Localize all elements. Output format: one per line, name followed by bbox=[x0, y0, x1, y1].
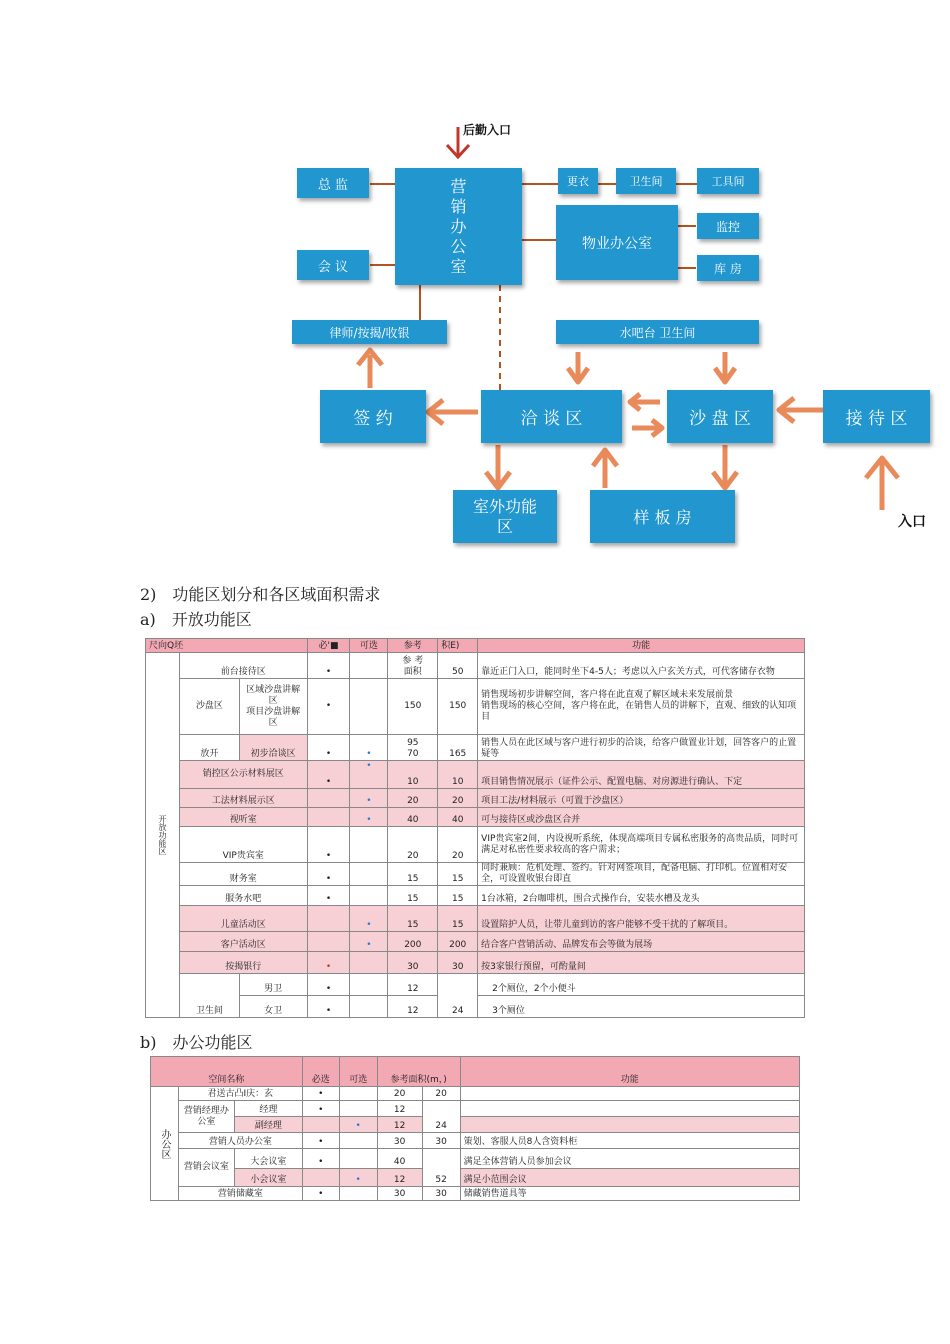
header-function: 功能 bbox=[478, 639, 805, 653]
reference-area: 15 bbox=[388, 863, 438, 886]
negotiation-area-box: 洽 谈 区 bbox=[481, 390, 622, 443]
function-desc: 3个厕位 bbox=[478, 996, 805, 1018]
row-name: 营销人员办公室 bbox=[178, 1133, 302, 1149]
optional-mark bbox=[350, 886, 388, 906]
row-name: 销控区公示材料展区 bbox=[179, 761, 307, 789]
table-row bbox=[146, 808, 805, 827]
reference-area: 15 bbox=[388, 886, 438, 906]
director-office-box: 总 监 bbox=[297, 168, 369, 198]
row-name: 营销储藏室 bbox=[178, 1187, 302, 1201]
row-name: 财务室 bbox=[179, 863, 307, 886]
optional-mark: • bbox=[350, 906, 388, 932]
optional-mark bbox=[350, 974, 388, 996]
reference-area: 12 bbox=[377, 1101, 422, 1117]
total-area: 20 bbox=[438, 827, 478, 863]
required-mark: • bbox=[307, 863, 350, 886]
required-mark: • bbox=[307, 735, 350, 761]
reference-area: 200 bbox=[388, 932, 438, 952]
row-name: 视听室 bbox=[179, 808, 307, 827]
table-row bbox=[151, 1087, 800, 1101]
optional-mark: • bbox=[350, 735, 388, 761]
required-mark bbox=[302, 1169, 339, 1187]
optional-mark: • bbox=[350, 789, 388, 808]
reference-area: 20 bbox=[377, 1087, 422, 1101]
row-name: 工法材料展示区 bbox=[179, 789, 307, 808]
total-area: 15 bbox=[438, 906, 478, 932]
row-sub: 区域沙盘讲解区 项目沙盘讲解区 bbox=[239, 679, 307, 735]
total-area: 15 bbox=[438, 863, 478, 886]
optional-mark bbox=[350, 952, 388, 974]
optional-mark bbox=[339, 1087, 377, 1101]
required-mark bbox=[302, 1117, 339, 1133]
changing-room-box: 更衣 bbox=[558, 168, 598, 194]
open-function-area-table bbox=[145, 638, 805, 1018]
reference-area: 30 bbox=[377, 1133, 422, 1149]
optional-mark: • bbox=[350, 808, 388, 827]
optional-mark: • bbox=[350, 932, 388, 952]
total-area: 52 bbox=[422, 1149, 460, 1187]
function-flow-diagram bbox=[0, 0, 950, 560]
row-name: 服务水吧 bbox=[179, 886, 307, 906]
required-mark: • bbox=[302, 1187, 339, 1201]
required-mark: • bbox=[302, 1087, 339, 1101]
function-desc: VIP贵宾室2间，内设视听系统，体现高端项目专属私密服务的高贵品质，同时可满足对私密性要求较高的客户需求； bbox=[478, 827, 805, 863]
header-function: 功能 bbox=[460, 1057, 799, 1087]
optional-mark bbox=[339, 1133, 377, 1149]
total-area: 10 bbox=[438, 761, 478, 789]
table-row bbox=[146, 653, 805, 679]
required-mark: • bbox=[307, 761, 350, 789]
table-row bbox=[146, 761, 805, 789]
side-label-office-area: 办公区 bbox=[151, 1087, 179, 1201]
total-area: 30 bbox=[422, 1187, 460, 1201]
outdoor-area-box: 室外功能区 bbox=[453, 490, 557, 543]
function-desc: 1台冰箱，2台咖啡机，围合式操作台，安装水槽及龙头 bbox=[478, 886, 805, 906]
optional-mark bbox=[339, 1149, 377, 1169]
required-mark: • bbox=[302, 1101, 339, 1117]
function-desc bbox=[460, 1101, 799, 1117]
required-mark: • bbox=[302, 1133, 339, 1149]
function-desc bbox=[460, 1087, 799, 1101]
row-group: 卫生间 bbox=[179, 974, 239, 1018]
monitor-room-box: 监控 bbox=[697, 213, 759, 239]
row-sub: 经理 bbox=[234, 1101, 302, 1117]
row-name: 按揭银行 bbox=[179, 952, 307, 974]
total-area: 50 bbox=[438, 653, 478, 679]
function-desc: 储藏销售道具等 bbox=[460, 1187, 799, 1201]
optional-mark bbox=[350, 996, 388, 1018]
reference-area: 12 bbox=[377, 1117, 422, 1133]
function-desc: 满足小范围会议 bbox=[460, 1169, 799, 1187]
meeting-box: 会 议 bbox=[297, 250, 369, 280]
optional-mark bbox=[339, 1187, 377, 1201]
table-header-row bbox=[151, 1057, 800, 1087]
row-name: VIP贵宾室 bbox=[179, 827, 307, 863]
row-sub: 女卫 bbox=[239, 996, 307, 1018]
header-space-name: 空间名称 bbox=[151, 1057, 303, 1087]
table-row bbox=[146, 886, 805, 906]
sandtable-area-box: 沙 盘 区 bbox=[667, 390, 773, 443]
section-heading-2: 2) 功能区划分和各区域面积需求 bbox=[140, 585, 381, 604]
table-row bbox=[146, 679, 805, 735]
row-group: 沙盘区 bbox=[179, 679, 239, 735]
function-desc: 销售人员在此区域与客户进行初步的洽谈，给客户做置业计划，回答客户的止置疑等 bbox=[478, 735, 805, 761]
required-mark bbox=[307, 808, 350, 827]
table-row bbox=[146, 789, 805, 808]
total-area: 24 bbox=[422, 1101, 460, 1133]
reference-area: 12 bbox=[377, 1169, 422, 1187]
required-mark bbox=[307, 789, 350, 808]
optional-mark bbox=[350, 653, 388, 679]
row-sub: 大会议室 bbox=[234, 1149, 302, 1169]
header-space-name: 尺向Q坯 bbox=[146, 639, 308, 653]
table-row bbox=[146, 827, 805, 863]
row-name: 客户活动区 bbox=[179, 932, 307, 952]
reference-area: 30 bbox=[388, 952, 438, 974]
optional-mark: • bbox=[350, 761, 388, 789]
reference-area: 150 bbox=[388, 679, 438, 735]
table-row bbox=[146, 863, 805, 886]
function-desc bbox=[460, 1117, 799, 1133]
required-mark: • bbox=[307, 974, 350, 996]
reference-area: 40 bbox=[388, 808, 438, 827]
reference-area: 20 bbox=[388, 827, 438, 863]
reception-area-box: 接 待 区 bbox=[823, 390, 930, 443]
reference-area: 40 bbox=[377, 1149, 422, 1169]
total-area: 30 bbox=[438, 952, 478, 974]
header-required: 必选 bbox=[302, 1057, 339, 1087]
function-desc: 设置陪护人员，让带儿童到访的客户能够不受干扰的了解项目。 bbox=[478, 906, 805, 932]
table-row bbox=[151, 1133, 800, 1149]
table-row bbox=[146, 735, 805, 761]
property-office-box: 物业办公室 bbox=[556, 205, 678, 280]
function-desc: 按3家银行预留，可酌量间 bbox=[478, 952, 805, 974]
optional-mark bbox=[339, 1101, 377, 1117]
table-row bbox=[151, 1149, 800, 1169]
side-label-open-area: 开放功能区 bbox=[146, 653, 180, 1018]
reference-area: 15 bbox=[388, 906, 438, 932]
table-row bbox=[151, 1117, 800, 1133]
total-area: 15 bbox=[438, 886, 478, 906]
rear-entry-label: 后勤入口 bbox=[463, 123, 512, 137]
function-desc: 策划、客服人员8人含资料柜 bbox=[460, 1133, 799, 1149]
office-function-area-table bbox=[150, 1056, 800, 1201]
total-area: 20 bbox=[422, 1087, 460, 1101]
row-group: 放开 bbox=[179, 735, 239, 761]
total-area: 40 bbox=[438, 808, 478, 827]
reference-area: 30 bbox=[377, 1187, 422, 1201]
reference-area: 95 70 bbox=[388, 735, 438, 761]
row-sub: 小会议室 bbox=[234, 1169, 302, 1187]
table-row bbox=[146, 906, 805, 932]
function-desc: 结合客户营销活动、品牌发布会等做为展场 bbox=[478, 932, 805, 952]
function-desc: 2个厕位，2个小便斗 bbox=[478, 974, 805, 996]
main-entry-label: 入口 bbox=[898, 514, 926, 530]
total-area: 24 bbox=[438, 974, 478, 1018]
reference-area: 参 考 面积 bbox=[388, 653, 438, 679]
restroom-top-box: 卫生间 bbox=[616, 168, 676, 194]
header-reference: 参考 bbox=[388, 639, 438, 653]
optional-mark bbox=[350, 679, 388, 735]
table-row bbox=[151, 1101, 800, 1117]
water-bar-restroom-box: 水吧台 卫生间 bbox=[556, 320, 759, 344]
table-row bbox=[151, 1187, 800, 1201]
required-mark: • bbox=[307, 827, 350, 863]
header-optional: 可选 bbox=[350, 639, 388, 653]
function-desc: 同时兼顾：危机处理、签约。针对网签项目，配备电脑、打印机。位置相对安全，可设置收银台即直 bbox=[478, 863, 805, 886]
optional-mark: • bbox=[339, 1169, 377, 1187]
total-area: 20 bbox=[438, 789, 478, 808]
required-mark: • bbox=[307, 886, 350, 906]
total-area: 200 bbox=[438, 932, 478, 952]
function-desc: 靠近正门入口，能同时坐下4-5人；考虑以入户玄关方式，可代客储存衣物 bbox=[478, 653, 805, 679]
total-area: 165 bbox=[438, 735, 478, 761]
reference-area: 12 bbox=[388, 974, 438, 996]
signing-area-box: 签 约 bbox=[320, 390, 426, 443]
storage-box: 库 房 bbox=[697, 255, 759, 281]
function-desc: 销售现场初步讲解空间，客户将在此直观了解区域未来发展前景 销售现场的核心空间，客户将在此，在销售人员的讲解下，直观、细致的认知项目 bbox=[478, 679, 805, 735]
reference-area: 12 bbox=[388, 996, 438, 1018]
reference-area: 10 bbox=[388, 761, 438, 789]
section-heading-a: a) 开放功能区 bbox=[140, 610, 252, 629]
function-desc: 满足全体营销人员参加会议 bbox=[460, 1149, 799, 1169]
lawyer-mortgage-cashier-box: 律师/按揭/收银 bbox=[292, 320, 447, 344]
table-row bbox=[151, 1169, 800, 1187]
required-mark: • bbox=[302, 1149, 339, 1169]
header-required: 必'■ bbox=[307, 639, 350, 653]
table-row bbox=[146, 932, 805, 952]
tool-room-box: 工具间 bbox=[697, 168, 759, 194]
function-desc: 可与接待区或沙盘区合并 bbox=[478, 808, 805, 827]
row-group: 营销会议室 bbox=[178, 1149, 234, 1187]
table-row bbox=[146, 952, 805, 974]
optional-mark: • bbox=[339, 1117, 377, 1133]
table-row bbox=[146, 974, 805, 996]
required-mark: • bbox=[307, 653, 350, 679]
section-heading-b: b) 办公功能区 bbox=[140, 1033, 253, 1052]
required-mark: • bbox=[307, 952, 350, 974]
model-room-box: 样 板 房 bbox=[590, 490, 735, 543]
row-sub: 副经理 bbox=[234, 1117, 302, 1133]
optional-mark bbox=[350, 827, 388, 863]
header-optional: 可选 bbox=[339, 1057, 377, 1087]
row-name: 前台接待区 bbox=[179, 653, 307, 679]
required-mark bbox=[307, 906, 350, 932]
row-sub: 初步洽谈区 bbox=[239, 735, 307, 761]
row-name: 君送古凸I庆：玄 bbox=[178, 1087, 302, 1101]
row-sub: 男卫 bbox=[239, 974, 307, 996]
required-mark: • bbox=[307, 996, 350, 1018]
function-desc: 项目工法/材料展示（可置于沙盘区） bbox=[478, 789, 805, 808]
row-name: 儿童活动区 bbox=[179, 906, 307, 932]
function-desc: 项目销售情况展示（证件公示、配置电脑、对房源进行确认、下定 bbox=[478, 761, 805, 789]
total-area: 30 bbox=[422, 1133, 460, 1149]
required-mark bbox=[307, 932, 350, 952]
required-mark: • bbox=[307, 679, 350, 735]
total-area: 150 bbox=[438, 679, 478, 735]
row-group: 营销经理办公室 bbox=[178, 1101, 234, 1133]
sales-office-box: 营销办公室 bbox=[395, 168, 522, 285]
reference-area: 20 bbox=[388, 789, 438, 808]
table-header-row bbox=[146, 639, 805, 653]
header-reference-area: 参考面积(m，) bbox=[377, 1057, 460, 1087]
header-area: 积E) bbox=[438, 639, 478, 653]
optional-mark bbox=[350, 863, 388, 886]
